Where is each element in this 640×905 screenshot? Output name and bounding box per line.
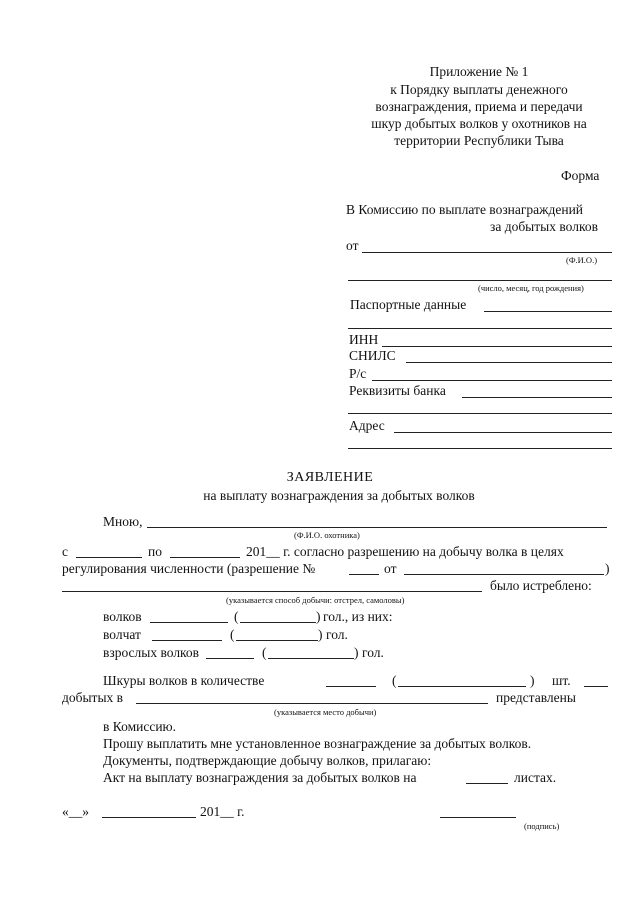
- cubs-label: волчат: [103, 627, 141, 642]
- appendix-line-3: вознаграждения, приема и передачи: [375, 99, 583, 114]
- wolves-close-paren: ): [316, 609, 321, 624]
- cubs-heads-text: гол.: [326, 627, 348, 642]
- hunter-caption: (Ф.И.О. охотника): [294, 530, 360, 540]
- adults-words-line[interactable]: [268, 658, 354, 659]
- cubs-count-line[interactable]: [152, 640, 222, 641]
- passport-line-2[interactable]: [348, 328, 612, 329]
- skins-words-line[interactable]: [398, 686, 526, 687]
- presented-text: представлены: [496, 690, 576, 705]
- hunter-name-line[interactable]: [147, 527, 607, 528]
- exterminated-text: было истреблено:: [490, 578, 592, 593]
- passport-label: Паспортные данные: [350, 297, 467, 312]
- wolves-label: волков: [103, 609, 142, 624]
- address-line-2[interactable]: [348, 448, 612, 449]
- sheets-text: листах.: [514, 770, 557, 785]
- inn-label: ИНН: [349, 332, 379, 347]
- statement-subtitle: на выплату вознаграждения за добытых волков: [203, 488, 475, 503]
- to-commission-text: в Комиссию.: [103, 719, 177, 734]
- account-label: Р/с: [349, 366, 367, 381]
- date-month-line[interactable]: [102, 817, 196, 818]
- place-line[interactable]: [136, 703, 488, 704]
- statement-title: ЗАЯВЛЕНИЕ: [286, 470, 374, 485]
- bank-line-2[interactable]: [348, 413, 612, 414]
- bank-line[interactable]: [462, 397, 612, 398]
- birth-caption: (число, месяц, год рождения): [478, 283, 584, 293]
- cubs-open-paren: (: [230, 627, 235, 642]
- adults-heads-text: гол.: [362, 645, 384, 660]
- signature-caption: (подпись): [524, 821, 560, 831]
- adults-open-paren: (: [262, 645, 267, 660]
- date-to-line[interactable]: [170, 557, 240, 558]
- documents-text: Документы, подтверждающие добычу волков, прилагаю:: [103, 753, 432, 768]
- regulation-text: регулирования численности (разрешение №: [62, 561, 316, 576]
- to-word: по: [148, 544, 162, 559]
- snils-label: СНИЛС: [349, 348, 396, 363]
- date-from-line[interactable]: [76, 557, 142, 558]
- snils-line[interactable]: [406, 362, 612, 363]
- skins-open-paren: (: [392, 673, 397, 688]
- addressee-line-2: за добытых волков: [490, 219, 598, 234]
- sheets-count-line[interactable]: [466, 783, 508, 784]
- adults-count-line[interactable]: [206, 658, 254, 659]
- address-label: Адрес: [349, 418, 385, 433]
- place-caption: (указывается место добычи): [274, 707, 377, 717]
- appendix-line-5: территории Республики Тыва: [394, 133, 564, 148]
- cubs-close-paren: ): [318, 627, 323, 642]
- act-text: Акт на выплату вознаграждения за добытых волков на: [103, 770, 417, 785]
- ot-word: от: [384, 561, 397, 576]
- obtained-in-text: добытых в: [62, 690, 124, 705]
- from-word: с: [62, 544, 68, 559]
- inn-line[interactable]: [382, 346, 612, 347]
- from-label: от: [346, 238, 359, 253]
- adults-label: взрослых волков: [103, 645, 200, 660]
- signature-line[interactable]: [440, 817, 516, 818]
- date-year: 201__ г.: [200, 804, 245, 819]
- appendix-line-1: Приложение № 1: [429, 64, 529, 79]
- me-label: Мною,: [103, 514, 143, 529]
- passport-line[interactable]: [484, 311, 612, 312]
- fio-line[interactable]: [362, 252, 612, 253]
- skins-text: Шкуры волков в количестве: [103, 673, 265, 688]
- close-paren: ): [605, 561, 610, 576]
- year-permit-text: 201__ г. согласно разрешению на добычу волка в целях: [246, 544, 564, 559]
- appendix-line-2: к Порядку выплаты денежного: [390, 82, 568, 97]
- method-caption: (указывается способ добычи: отстрел, самоловы): [226, 595, 405, 605]
- pcs-text: шт.: [552, 673, 571, 688]
- bank-label: Реквизиты банка: [349, 383, 446, 398]
- skins-close-paren: ): [530, 673, 535, 688]
- cubs-words-line[interactable]: [236, 640, 318, 641]
- method-line[interactable]: [62, 591, 482, 592]
- skins-count-line[interactable]: [326, 686, 376, 687]
- addressee-line-1: В Комиссию по выплате вознаграждений: [346, 202, 584, 217]
- pcs-extra-line[interactable]: [584, 686, 608, 687]
- date-day: «__»: [62, 804, 89, 819]
- wolves-count-line[interactable]: [150, 622, 228, 623]
- birth-date-line[interactable]: [348, 280, 612, 281]
- heads-of-them-text: гол., из них:: [323, 609, 393, 624]
- wolves-open-paren: (: [234, 609, 239, 624]
- permit-number-line[interactable]: [349, 574, 379, 575]
- request-text: Прошу выплатить мне установленное вознаграждение за добытых волков.: [103, 736, 532, 751]
- account-line[interactable]: [372, 380, 612, 381]
- permit-date-line[interactable]: [404, 574, 604, 575]
- fio-caption: (Ф.И.О.): [566, 255, 598, 265]
- adults-close-paren: ): [354, 645, 359, 660]
- wolves-words-line[interactable]: [240, 622, 316, 623]
- address-line[interactable]: [394, 432, 612, 433]
- form-label: Форма: [561, 168, 600, 183]
- appendix-line-4: шкур добытых волков у охотников на: [371, 116, 587, 131]
